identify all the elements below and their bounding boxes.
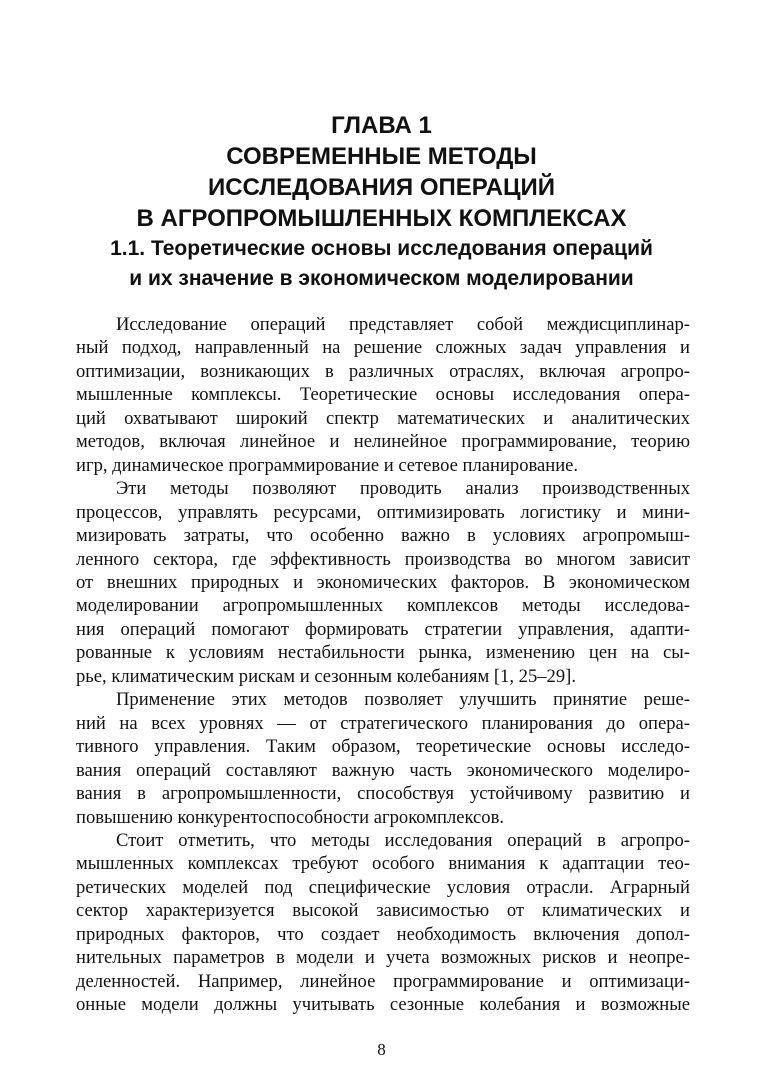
paragraph (76, 829, 690, 1017)
paragraph-line: повышению конкурентоспособности агрокомплексов. (76, 806, 505, 828)
section-heading-line-1: 1.1. Теоретические основы исследования операций (110, 237, 653, 260)
chapter-heading (0, 110, 763, 234)
paragraph-line: деленностей. Например, линейное программирование и оптимизаци- (76, 970, 690, 992)
chapter-heading-line-4: В АГРОПРОМЫШЛЕННЫХ КОМПЛЕКСАХ (136, 205, 627, 232)
paragraph-line: ний на всех уровнях — от стратегического планирования до опера- (76, 712, 690, 734)
paragraph-line: нительных параметров в модели и учета возможных рисков и неопре- (76, 947, 690, 969)
paragraph-line: рованные к условиям нестабильности рынка, изменению цен на сы- (76, 642, 690, 664)
paragraph-line: оптимизации, возникающих в различных отраслях, включая агропро- (76, 360, 690, 382)
paragraph-line: от внешних природных и экономических факторов. В экономическом (76, 571, 690, 593)
paragraph-line: вания операций составляют важную часть экономического моделиро- (76, 759, 690, 781)
paragraph-line: методов, включая линейное и нелинейное программирование, теорию (76, 431, 690, 453)
paragraph-line: моделировании агропромышленных комплексов методы исследова- (76, 595, 690, 617)
paragraph-line: онные модели должны учитывать сезонные колебания и возможные (76, 994, 690, 1016)
paragraph-line: Эти методы позволяют проводить анализ производственных (116, 478, 690, 500)
paragraph-line: ный подход, направленный на решение сложных задач управления и (76, 337, 690, 359)
chapter-heading-line-3: ИССЛЕДОВАНИЯ ОПЕРАЦИЙ (207, 174, 556, 201)
paragraph-line: процессов, управлять ресурсами, оптимизировать логистику и мини- (76, 501, 690, 523)
paragraph (76, 477, 690, 688)
chapter-heading-line-2: СОВРЕМЕННЫЕ МЕТОДЫ (226, 143, 537, 170)
paragraph (76, 688, 690, 829)
paragraph-line: Исследование операций представляет собой междисциплинар- (116, 314, 690, 335)
paragraph-line: рье, климатическим рискам и сезонным колебаниям [1, 25–29]. (76, 665, 576, 687)
paragraph-line: Стоит отметить, что методы исследования операций в агропро- (116, 829, 690, 851)
paragraph-line: тивного управления. Таким образом, теоретические основы исследо- (76, 736, 690, 758)
page-number: 8 (377, 1040, 386, 1059)
paragraph-line: ций охватывают широкий спектр математических и аналитических (76, 407, 690, 429)
paragraph-line: мизировать затраты, что особенно важно в условиях агропромыш- (76, 525, 690, 547)
paragraph-line: игр, динамическое программирование и сетевое планирование. (76, 454, 579, 476)
paragraph-line: ленного сектора, где эффективность производства во многом зависит (76, 548, 690, 570)
paragraph-line: мышленные комплексы. Теоретические основы исследования опера- (76, 384, 690, 406)
paragraph-line: Применение этих методов позволяет улучшить принятие реше- (116, 689, 690, 711)
paragraph-line: сектор характеризуется высокой зависимостью от климатических и (76, 900, 690, 922)
paragraph-line: мышленных комплексах требуют особого внимания к адаптации тео- (76, 853, 690, 875)
body-text (76, 313, 690, 1017)
paragraph-line: вания в агропромышленности, способствуя устойчивому развитию и (76, 783, 690, 805)
section-heading-line-2: и их значение в экономическом моделировании (129, 267, 634, 290)
paragraph-line: ретических моделей под специфические условия отрасли. Аграрный (76, 876, 690, 898)
paragraph-line: природных факторов, что создает необходимость включения допол- (76, 923, 690, 945)
section-heading (0, 234, 763, 294)
paragraph-line: ния операций помогают формировать стратегии управления, адапти- (76, 618, 690, 640)
paragraph (76, 313, 690, 477)
chapter-heading-line-1: ГЛАВА 1 (331, 112, 432, 139)
